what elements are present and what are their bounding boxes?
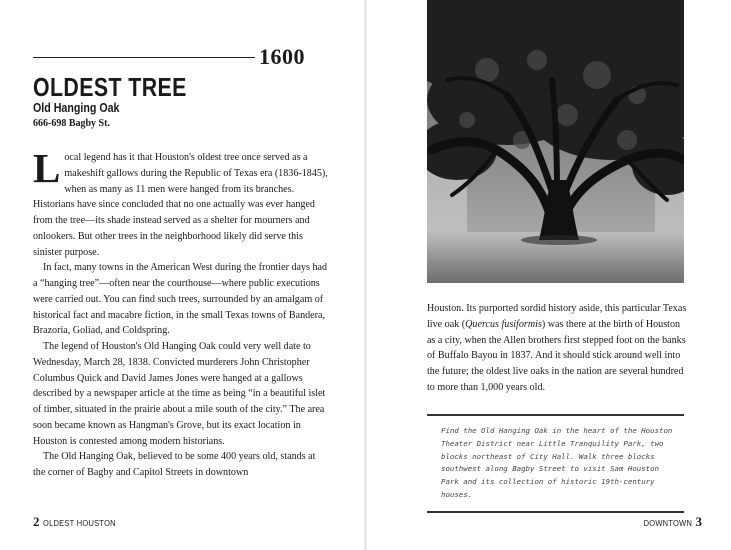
directions-sidebar <box>427 414 684 513</box>
oak-tree-photo <box>427 0 684 283</box>
directions-text: Find the Old Hanging Oak in the heart of the Houston Theater District near Little Tranquility Park, two blocks northeast of City Hall. Walk three blocks southwest along Bagby Street to visit Sam Houston Park and its collection of historic 19th-century houses. <box>441 426 673 499</box>
left-folio <box>33 513 125 531</box>
right-folio <box>637 513 702 531</box>
address: 666-698 Bagby St. <box>33 118 110 129</box>
year-heading: 1600 <box>259 44 305 69</box>
species-name: Quercus fusiformis <box>465 318 542 330</box>
page-number: 2 <box>33 514 40 529</box>
chapter-subtitle: Old Hanging Oak <box>33 100 120 115</box>
paragraph-text: ocal legend has it that Houston's oldest tree once served as a makeshift gallows during the Republic of Texas era (1836-1845), when as many as 11 men were hanged from its branches. Historians have since concluded that no one actually was ever hanged from the tree—its shade instead served as a shelter for mourners and onlookers. But other trees in the neighborhood likely did serve this sinister purpose. <box>33 152 328 258</box>
paragraph: The legend of Houston's Old Hanging Oak could very well date to Wednesday, March 28, 1838. Convicted murderers John Christopher Columbus Quick and David James Jones were hanged at a gallows described by a newspaper article at the time as being “in a beautiful islet of timber, situated in the prairie about a mile south of the city.” The area soon became known as Hangman's Grove, but its exact location in Houston is contested among modern historians. <box>33 341 326 447</box>
continued-text <box>427 301 687 396</box>
running-head: OLDEST HOUSTON <box>42 518 116 528</box>
oak-tree-icon <box>427 0 684 283</box>
page-number: 3 <box>695 514 702 529</box>
paragraph: In fact, many towns in the American West during the frontier days had a “hanging tree”—often near the courthouse—where public executions were carried out. You can find such trees, surrounded by an amalgam of historical fact and macabre fiction, in the small Texas towns of Bandera, Brazoria, Goliad, and Coldspring. <box>33 262 328 337</box>
left-page <box>0 0 364 550</box>
paragraph-text: ) was there at the birth of Houston as a city, when the Allen brothers first stepped foot on the banks of Buffalo Bayou in 1837. And it should stick around well into the future; the oldest live oaks in the nation are several hundred to more than 1,000 years old. <box>427 318 686 393</box>
running-head: DOWNTOWN <box>643 518 693 528</box>
chapter-title: OLDEST TREE <box>33 72 187 102</box>
year-rule <box>33 57 255 58</box>
body-text <box>33 145 328 481</box>
paragraph: The Old Hanging Oak, believed to be some 400 years old, stands at the corner of Bagby and Capitol Streets in downtown <box>33 451 316 478</box>
drop-cap: L <box>33 145 61 191</box>
paragraph <box>33 145 328 260</box>
paragraph <box>427 301 687 396</box>
paragraph-text: Houston. Its purported sordid history aside, this particular Texas live oak ( <box>427 303 687 330</box>
right-page <box>367 0 731 550</box>
